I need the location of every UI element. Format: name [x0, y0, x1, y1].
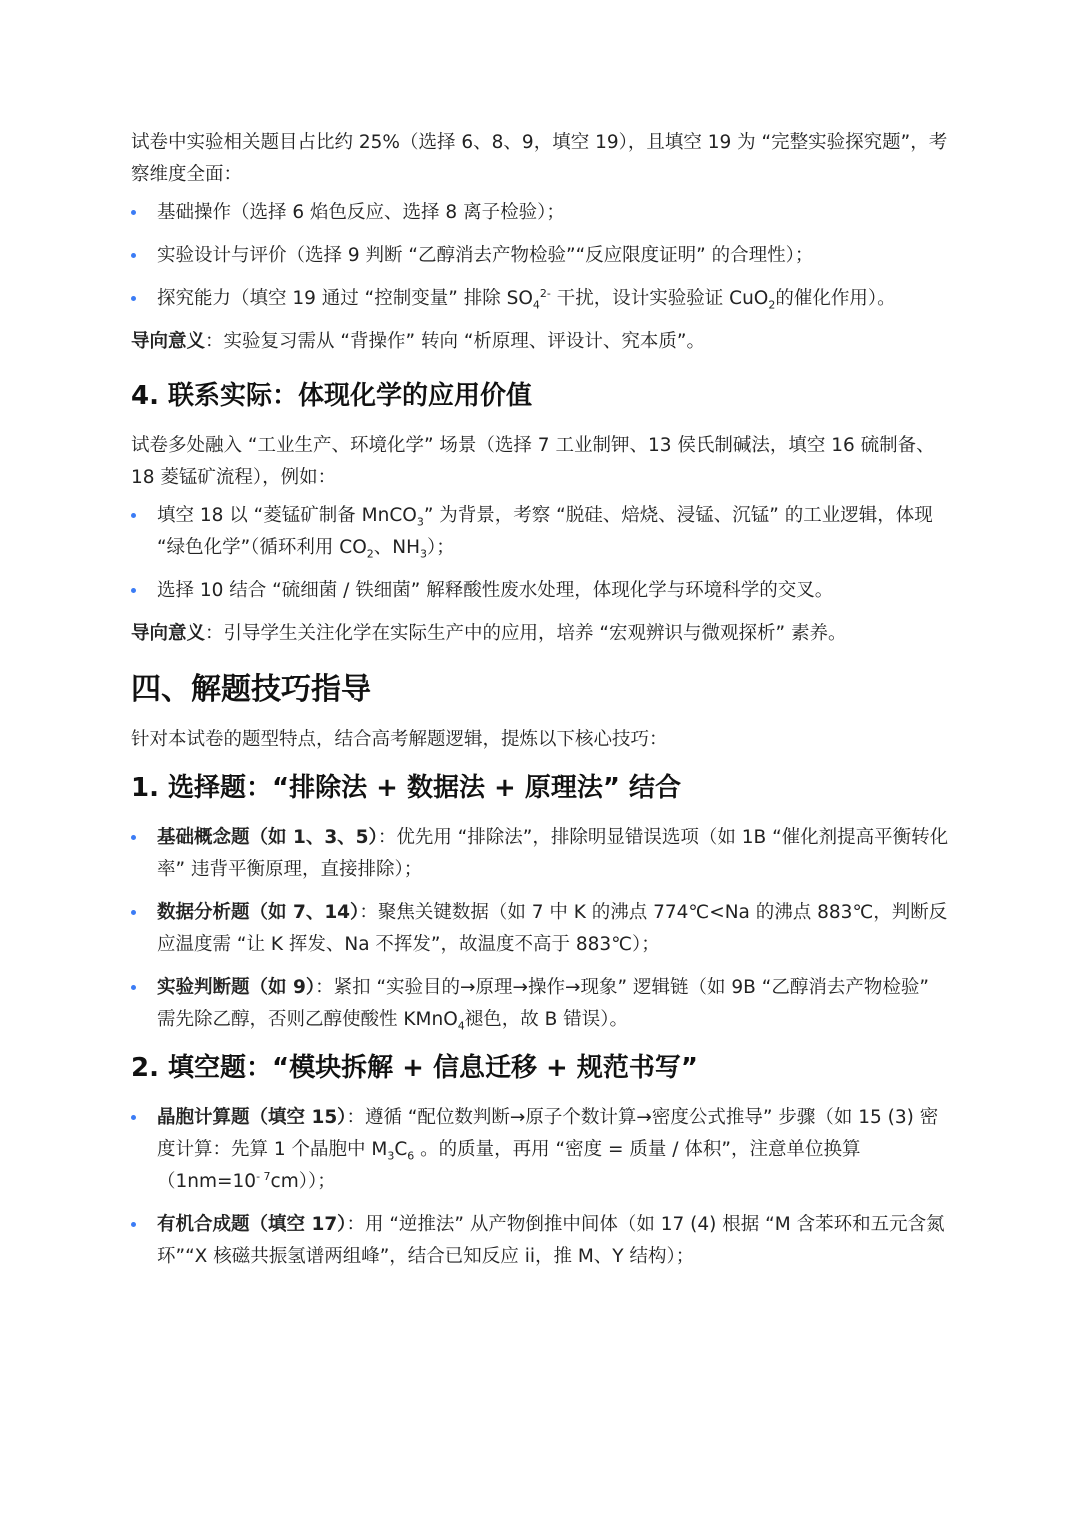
guide-note: 导向意义：实验复习需从 “背操作” 转向 “析原理、评设计、究本质”。: [131, 331, 705, 352]
list-item: 选择 10 结合 “硫细菌 / 铁细菌” 解释酸性废水处理，体现化学与环境科学的交叉。: [131, 575, 951, 607]
experiment-intro: 试卷中实验相关题目占比约 25%（选择 6、8、9，填空 19），且填空 19 为 “完整实验探究题”，考察维度全面：: [131, 132, 948, 185]
choice-tips-list: [131, 822, 951, 1036]
bullet-icon: [131, 588, 136, 593]
list-item: 基础概念题（如 1、3、5）：优先用 “排除法”，排除明显错误选项（如 1B “催化剂提高平衡转化率” 违背平衡原理，直接排除）；: [131, 822, 951, 886]
document-content: [131, 127, 951, 1284]
section-heading: 4. 联系实际：体现化学的应用价值: [131, 381, 533, 411]
experiment-list: [131, 197, 951, 315]
chapter-heading: 四、解题技巧指导: [131, 672, 371, 707]
fill-tips-list: [131, 1102, 951, 1273]
bullet-icon: [131, 253, 136, 258]
chapter-intro: 针对本试卷的题型特点，结合高考解题逻辑，提炼以下核心技巧：: [131, 729, 668, 750]
bullet-icon: [131, 835, 136, 840]
bullet-icon: [131, 210, 136, 215]
bullet-icon: [131, 1115, 136, 1120]
list-item: 填空 18 以 “菱锰矿制备 MnCO$_3$” 为背景，考察 “脱硅、焙烧、浸锰、沉锰” 的工业逻辑，体现 “绿色化学”（循环利用 $CO_2$、$NH_3$）；: [131, 500, 951, 564]
bullet-icon: [131, 296, 136, 301]
list-item: 探究能力（填空 19 通过 “控制变量” 排除 $SO_4^{2-}$ 干扰，设计实验验证 CuO$_2$的催化作用）。: [131, 283, 951, 315]
guide-note: 导向意义：引导学生关注化学在实际生产中的应用，培养 “宏观辨识与微观探析” 素养。: [131, 623, 847, 644]
list-item: 有机合成题（填空 17）：用 “逆推法” 从产物倒推中间体（如 17 (4) 根据 “M 含苯环和五元含氮环”“X 核磁共振氢谱两组峰”，结合已知反应 ii，推 M、Y 结构）；: [131, 1209, 951, 1273]
bullet-icon: [131, 910, 136, 915]
application-list: [131, 500, 951, 607]
list-item: 实验判断题（如 9）：紧扣 “实验目的→原理→操作→现象” 逻辑链（如 9B “乙醇消去产物检验” 需先除乙醇，否则乙醇使酸性 KMnO$_4$褪色，故 B 错误）。: [131, 972, 951, 1036]
bullet-icon: [131, 985, 136, 990]
bullet-icon: [131, 1222, 136, 1227]
bullet-icon: [131, 513, 136, 518]
list-item: 实验设计与评价（选择 9 判断 “乙醇消去产物检验”“反应限度证明” 的合理性）；: [131, 240, 951, 272]
section-heading: 1. 选择题：“排除法 + 数据法 + 原理法” 结合: [131, 773, 682, 803]
section-intro: 试卷多处融入 “工业生产、环境化学” 场景（选择 7 工业制钾、13 侯氏制碱法，填空 16 硫制备、18 菱锰矿流程），例如：: [131, 435, 935, 488]
list-item: 数据分析题（如 7、14）：聚焦关键数据（如 7 中 K 的沸点 774℃<Na 的沸点 883℃，判断反应温度需 “让 K 挥发、Na 不挥发”，故温度不高于 883℃）；: [131, 897, 951, 961]
section-heading: 2. 填空题：“模块拆解 + 信息迁移 + 规范书写”: [131, 1053, 698, 1083]
list-item: 晶胞计算题（填空 15）：遵循 “配位数判断→原子个数计算→密度公式推导” 步骤（如 15 (3) 密度计算：先算 1 个晶胞中 $M_3C_6$ 。的质量，再用 “密度 = 质量 / 体积”，注意单位换算$(1nm=10^{- 7}cm)$）；: [131, 1102, 951, 1198]
list-item: 基础操作（选择 6 焰色反应、选择 8 离子检验）；: [131, 197, 951, 229]
